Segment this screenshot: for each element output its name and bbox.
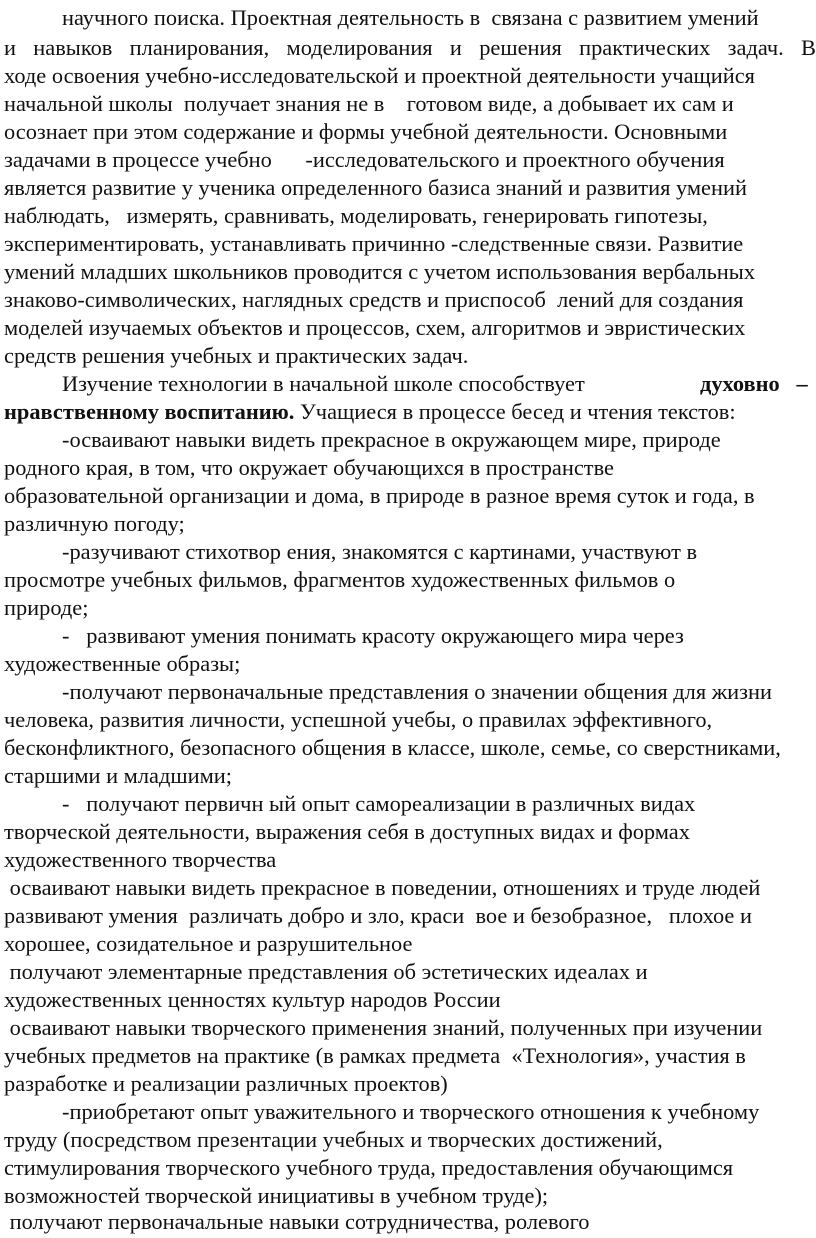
text-line: -приобретают опыт уважительного и творческого отношения к учебному [62,1099,760,1124]
text-line: -осваивают навыки видеть прекрасное в окружающем мире, природе [62,427,721,452]
text-line: возможностей творческой инициативы в учебном труде); [4,1183,549,1208]
text-line: природе; [4,595,89,620]
bold-term: духовно – [700,371,808,396]
text-line: наблюдать, измерять, сравнивать, моделировать, генерировать гипотезы, [4,203,708,228]
text-line: - получают первичн ый опыт самореализации в различных видах [62,791,696,816]
text-line: труду (посредством презентации учебных и творческих достижений, [4,1127,663,1152]
text-line: художественного творчества [4,847,277,872]
text-line: задачами в процессе учебно -исследовательского и проектного обучения [4,147,725,172]
text-line: Изучение технологии в начальной школе способствует [62,371,585,396]
text-line: -получают первоначальные представления о значении общения для жизни [62,679,772,704]
text-line: является развитие у ученика определенного базиса знаний и развития умений [4,175,747,200]
text-line: человека, развития личности, успешной учебы, о правилах эффективного, [4,707,713,732]
text-line: -разучивают стихотвор ения, знакомятся с картинами, участвуют в [62,539,698,564]
text-line: начальной школы получает знания не в готовом виде, а добывает их сам и [4,91,734,116]
text-line: стимулирования творческого учебного труда, предоставления обучающимся [4,1155,734,1180]
text-line: умений младших школьников проводится с учетом использования вербальных [4,259,756,284]
text-line: средств решения учебных и практических задач. [4,343,469,368]
text-line: творческой деятельности, выражения себя в доступных видах и формах [4,819,690,844]
text-line: художественные образы; [4,651,241,676]
text-line: получают элементарные представления об эстетических идеалах и [4,959,648,984]
text-line: бесконфликтного, безопасного общения в классе, школе, семье, со сверстниками, [4,735,781,760]
text-fragment: Учащиеся в процессе бесед и чтения текстов: [294,399,736,424]
text-line: старшими и младшими; [4,763,232,788]
text-line-mixed [4,397,816,427]
text-line: учебных предметов на практике (в рамках предмета «Технология», участия в [4,1043,746,1068]
text-line: просмотре учебных фильмов, фрагментов художественных фильмов о [4,567,676,592]
text-line: экспериментировать, устанавливать причинно -следственные связи. Развитие [4,231,744,256]
text-line: осваивают навыки творческого применения знаний, полученных при изучении [4,1015,763,1040]
text-line: хорошее, созидательное и разрушительное [4,931,413,956]
text-line: осознает при этом содержание и формы учебной деятельности. Основными [4,119,728,144]
text-line: различную погоду; [4,511,185,536]
text-line: осваивают навыки видеть прекрасное в поведении, отношениях и труде людей [4,875,761,900]
text-line: научного поиска. Проектная деятельность в связана с развитием умений [62,5,759,30]
text-line: знаково-символических, наглядных средств и приспособ лений для создания [4,287,744,312]
text-line: художественных ценностях культур народов России [4,987,501,1012]
text-line: получают первоначальные навыки сотрудничества, ролевого [4,1209,590,1234]
text-line: развивают умения различать добро и зло, краси вое и безобразное, плохое и [4,903,752,928]
text-line: моделей изучаемых объектов и процессов, схем, алгоритмов и эвристических [4,315,746,340]
bold-term: нравственному воспитанию. [4,399,295,424]
text-line: образовательной организации и дома, в природе в разное время суток и года, в [4,483,755,508]
text-line: разработке и реализации различных проектов) [4,1071,448,1096]
text-line: ходе освоения учебно-исследовательской и проектной деятельности учащийся [4,63,755,88]
text-line: - развивают умения понимать красоту окружающего мира через [62,623,684,648]
text-line: родного края, в том, что окружает обучающихся в пространстве [4,455,614,480]
text-line: и навыков планирования, моделирования и решения практических задач. В [4,35,816,60]
